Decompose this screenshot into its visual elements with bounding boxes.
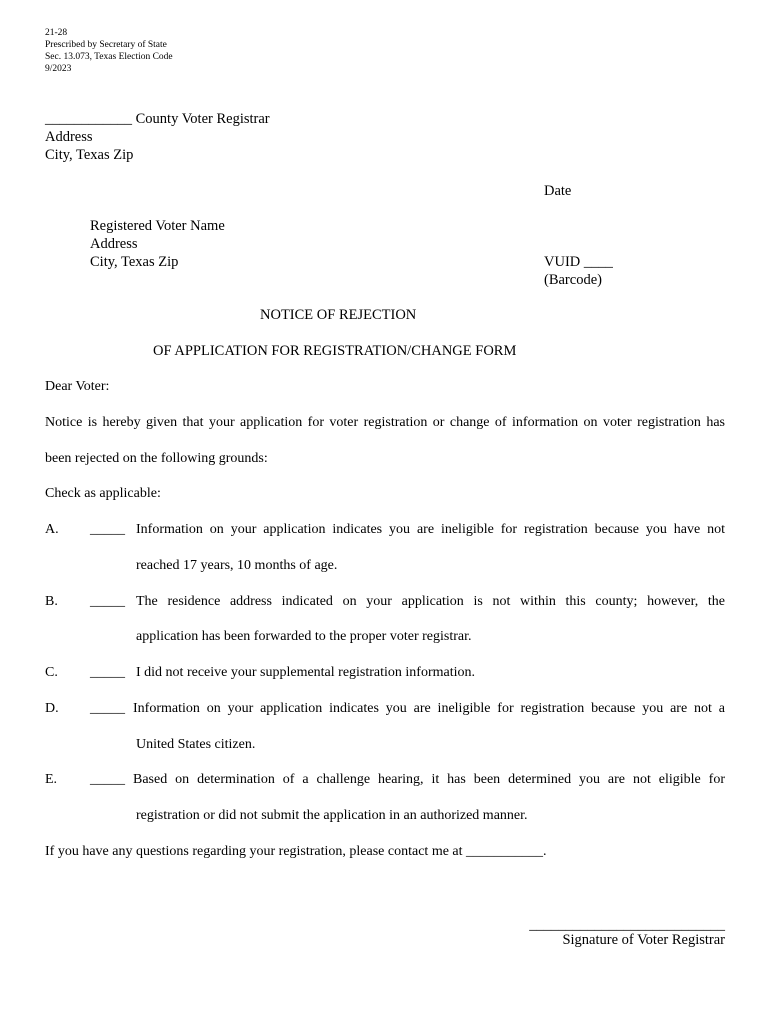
statute-reference: Sec. 13.073, Texas Election Code [45,52,173,62]
prescribed-by: Prescribed by Secretary of State [45,40,167,50]
notice-title: NOTICE OF REJECTION [260,307,417,323]
salutation: Dear Voter: [45,379,110,394]
closing-contact-line: If you have any questions regarding your registration, please contact me at ___________. [45,844,547,859]
option-a-text-cont: reached 17 years, 10 months of age. [136,558,338,573]
notice-subtitle: OF APPLICATION FOR REGISTRATION/CHANGE FORM [153,343,517,359]
vuid-barcode: (Barcode) [544,272,602,288]
voter-city: City, Texas Zip [90,254,179,270]
registrar-county-line: ____________ County Voter Registrar [45,111,270,127]
option-d-letter: D. [45,701,59,716]
form-number: 21-28 [45,28,68,38]
date-label: Date [544,183,572,199]
option-b-text-cont: application has been forwarded to the proper voter registrar. [136,629,472,644]
option-e-checkbox-blank[interactable]: _____ [90,772,125,787]
signature-label: Signature of Voter Registrar [562,932,725,948]
option-a-text: Information on your application indicates you are ineligible for registration because you have not [136,522,725,537]
option-e-letter: E. [45,772,58,787]
option-c-letter: C. [45,665,58,680]
signature-line[interactable]: ___________________________ [529,917,725,933]
registrar-address: Address [45,129,93,145]
option-c-text: I did not receive your supplemental registration information. [136,665,476,680]
voter-name: Registered Voter Name [90,218,225,234]
intro-line-1: Notice is hereby given that your application for voter registration or change of information on voter registration has [45,415,725,430]
registrar-city: City, Texas Zip [45,147,134,163]
option-d-checkbox-blank[interactable]: _____ [90,701,125,716]
option-e-text-cont: registration or did not submit the application in an authorized manner. [136,808,528,823]
check-label: Check as applicable: [45,486,161,501]
option-c-checkbox-blank[interactable]: _____ [90,665,125,680]
option-e-text: Based on determination of a challenge hearing, it has been determined you are not eligible for [133,772,725,787]
option-b-letter: B. [45,594,58,609]
vuid-label: VUID ____ [544,254,613,270]
voter-address: Address [90,236,138,252]
revision-date: 9/2023 [45,64,72,74]
option-a-letter: A. [45,522,59,537]
option-a-checkbox-blank[interactable]: _____ [90,522,125,537]
option-d-text: Information on your application indicates you are ineligible for registration because you are not a [133,701,725,716]
option-d-text-cont: United States citizen. [136,737,256,752]
option-b-text: The residence address indicated on your application is not within this county; however, the [136,594,725,609]
intro-line-2: been rejected on the following grounds: [45,451,268,466]
option-b-checkbox-blank[interactable]: _____ [90,594,125,609]
